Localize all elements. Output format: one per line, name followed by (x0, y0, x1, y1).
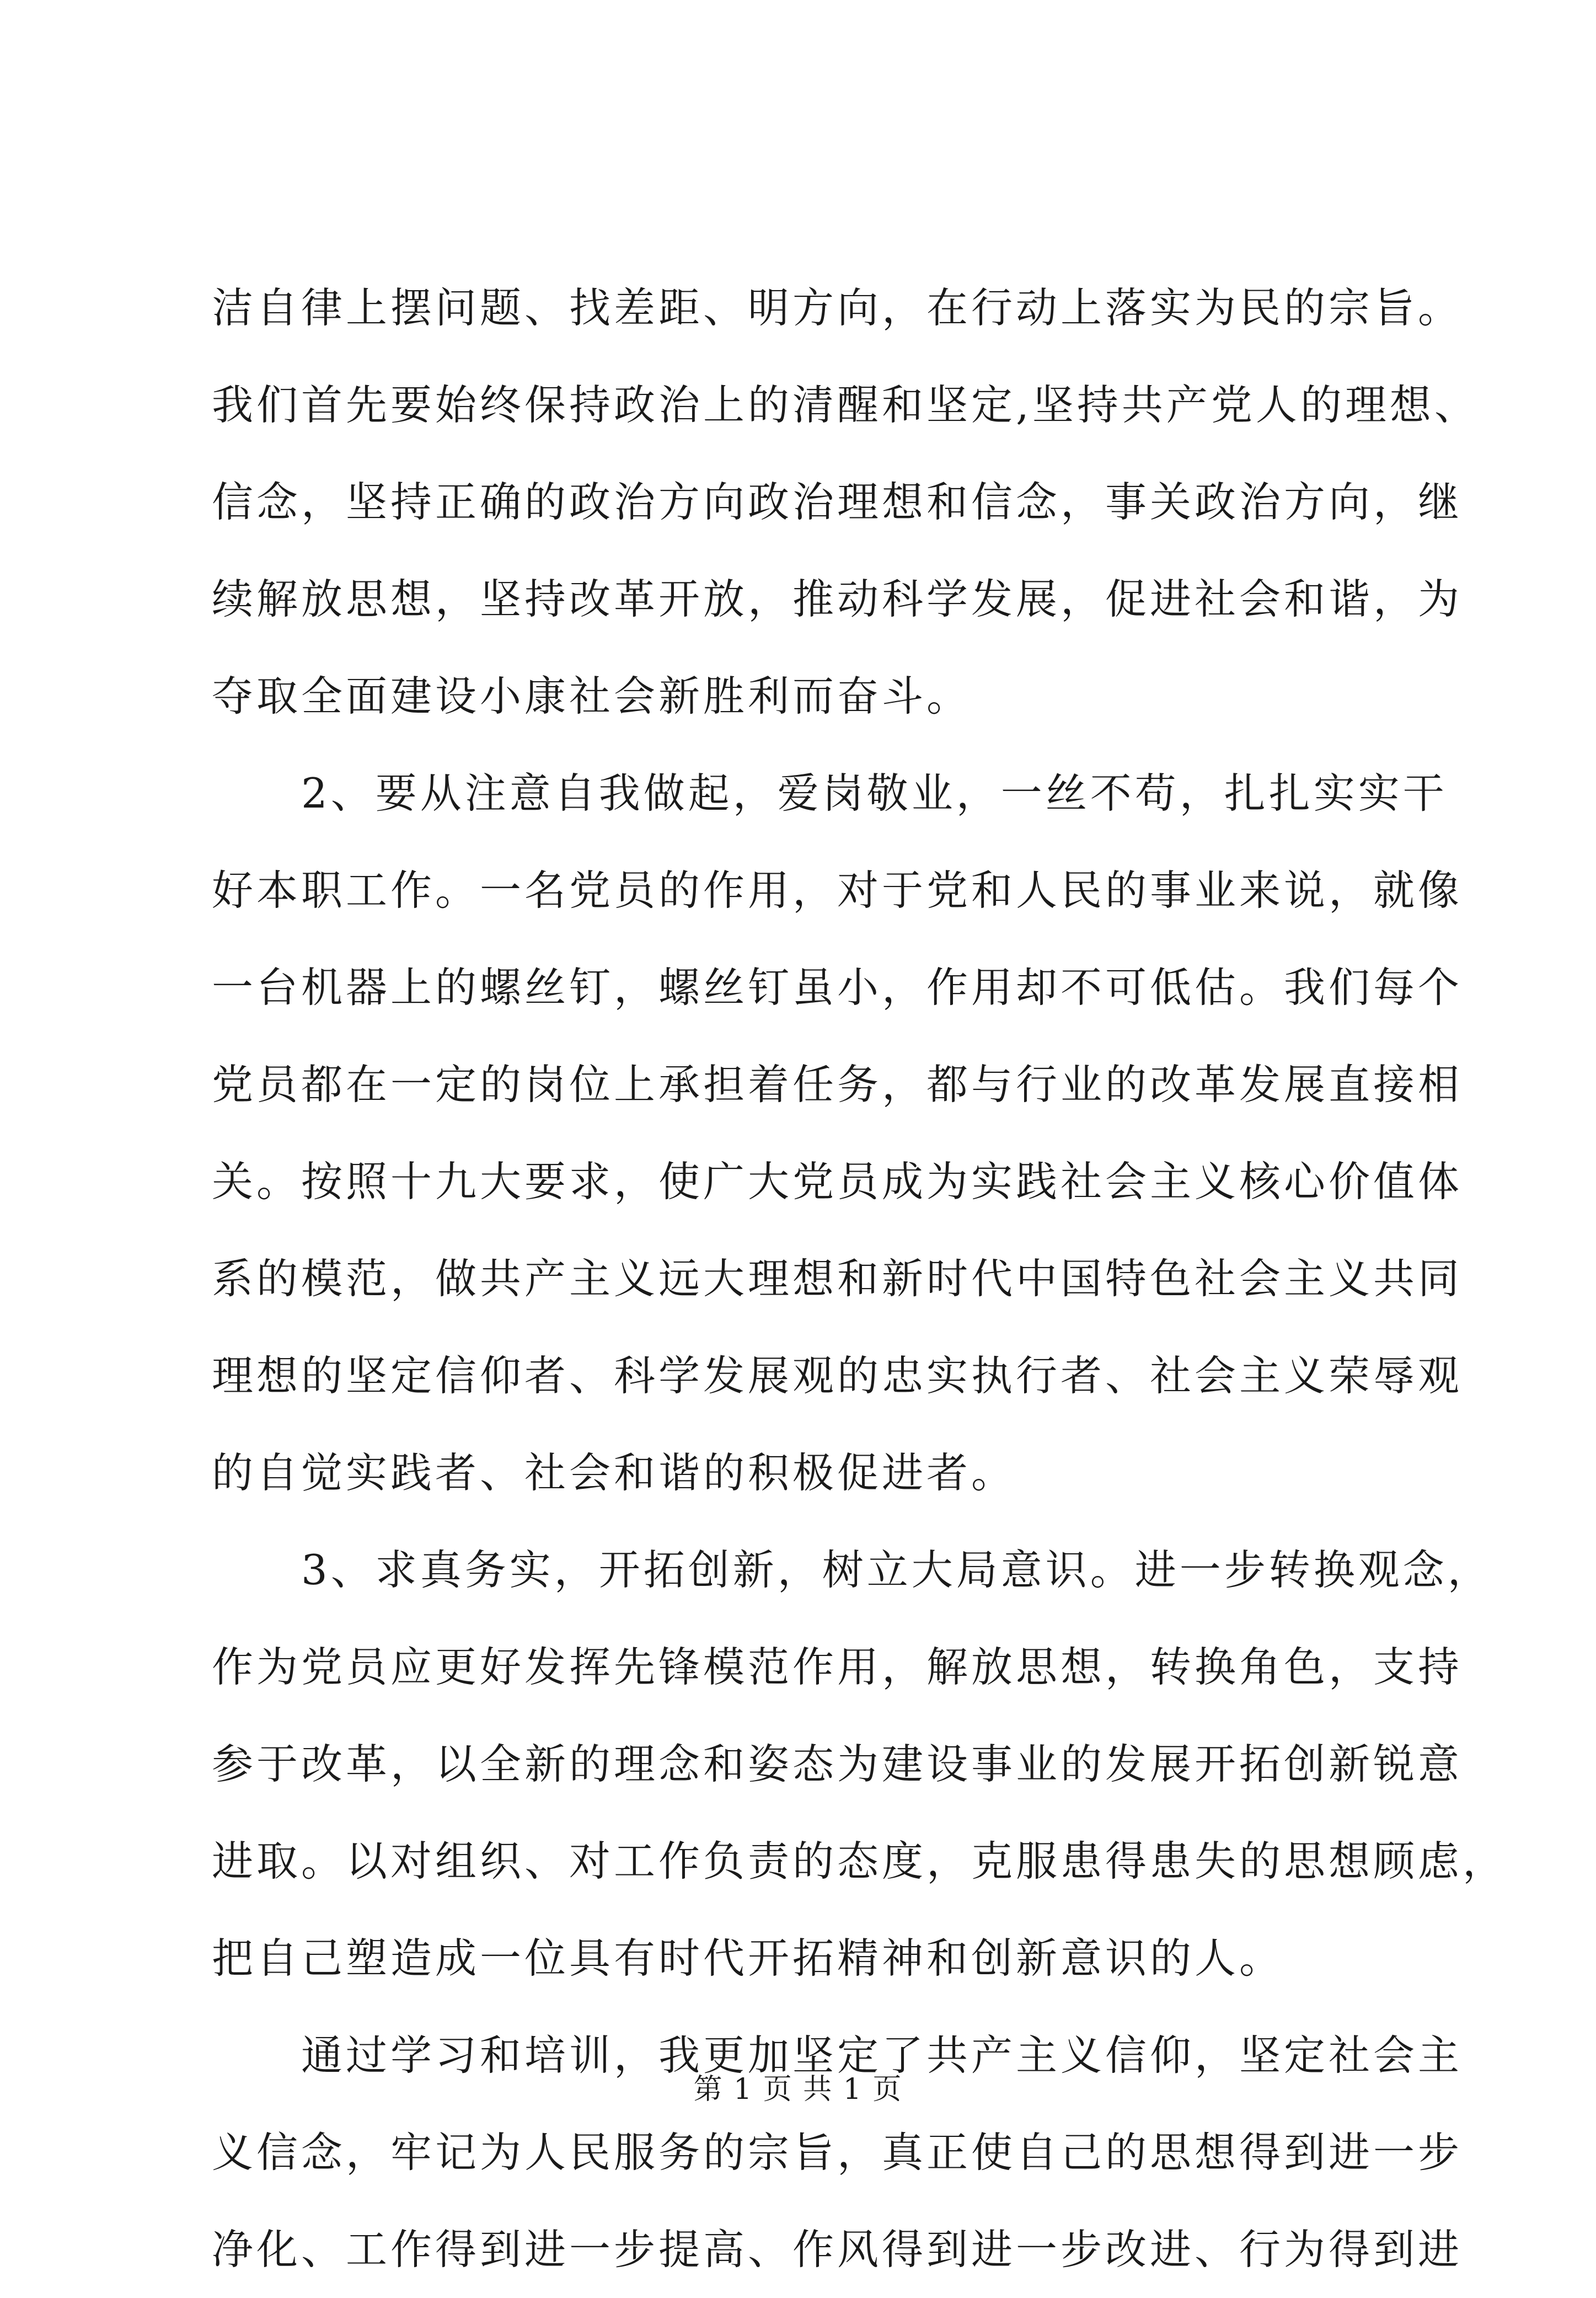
text-line: 进取。以对组织、对工作负责的态度，克服患得患失的思想顾虑， (212, 1837, 1508, 1885)
text-line: 参于改革，以全新的理念和姿态为建设事业的发展开拓创新锐意 (212, 1740, 1463, 1788)
text-line: 系的模范，做共产主义远大理想和新时代中国特色社会主义共同 (212, 1254, 1463, 1303)
text-line: 关。按照十九大要求，使广大党员成为实践社会主义核心价值体 (212, 1157, 1463, 1206)
text-line: 理想的坚定信仰者、科学发展观的忠实执行者、社会主义荣辱观 (212, 1351, 1463, 1400)
text-line: 2、要从注意自我做起，爱岗敬业，一丝不苟，扎扎实实干 (212, 769, 1448, 817)
text-line: 一台机器上的螺丝钉，螺丝钉虽小，作用却不可低估。我们每个 (212, 963, 1463, 1012)
text-line: 的自觉实践者、社会和谐的积极促进者。 (212, 1449, 1016, 1497)
text-line: 续解放思想，坚持改革开放，推动科学发展，促进社会和谐，为 (212, 575, 1463, 623)
text-line: 3、求真务实，开拓创新，树立大局意识。进一步转换观念， (212, 1546, 1492, 1594)
text-line: 信念，坚持正确的政治方向政治理想和信念，事关政治方向，继 (212, 478, 1463, 526)
text-line: 夺取全面建设小康社会新胜利而奋斗。 (212, 672, 972, 720)
text-line: 洁自律上摆问题、找差距、明方向，在行动上落实为民的宗旨。 (212, 284, 1463, 332)
page-number-footer: 第 1 页 共 1 页 (693, 2073, 903, 2106)
text-line: 我们首先要始终保持政治上的清醒和坚定,坚持共产党人的理想、 (212, 381, 1479, 429)
text-line: 好本职工作。一名党员的作用，对于党和人民的事业来说，就像 (212, 866, 1463, 915)
text-line: 净化、工作得到进一步提高、作风得到进一步改进、行为得到进 (212, 2225, 1463, 2274)
text-line: 作为党员应更好发挥先锋模范作用，解放思想，转换角色，支持 (212, 1643, 1463, 1691)
text-line: 把自己塑造成一位具有时代开拓精神和创新意识的人。 (212, 1934, 1284, 1982)
document-body (212, 259, 1508, 2298)
text-line: 义信念，牢记为人民服务的宗旨，真正使自己的思想得到进一步 (212, 2128, 1463, 2177)
text-line: 党员都在一定的岗位上承担着任务，都与行业的改革发展直接相 (212, 1060, 1463, 1109)
text-line: 通过学习和培训，我更加坚定了共产主义信仰，坚定社会主 (212, 2031, 1463, 2080)
